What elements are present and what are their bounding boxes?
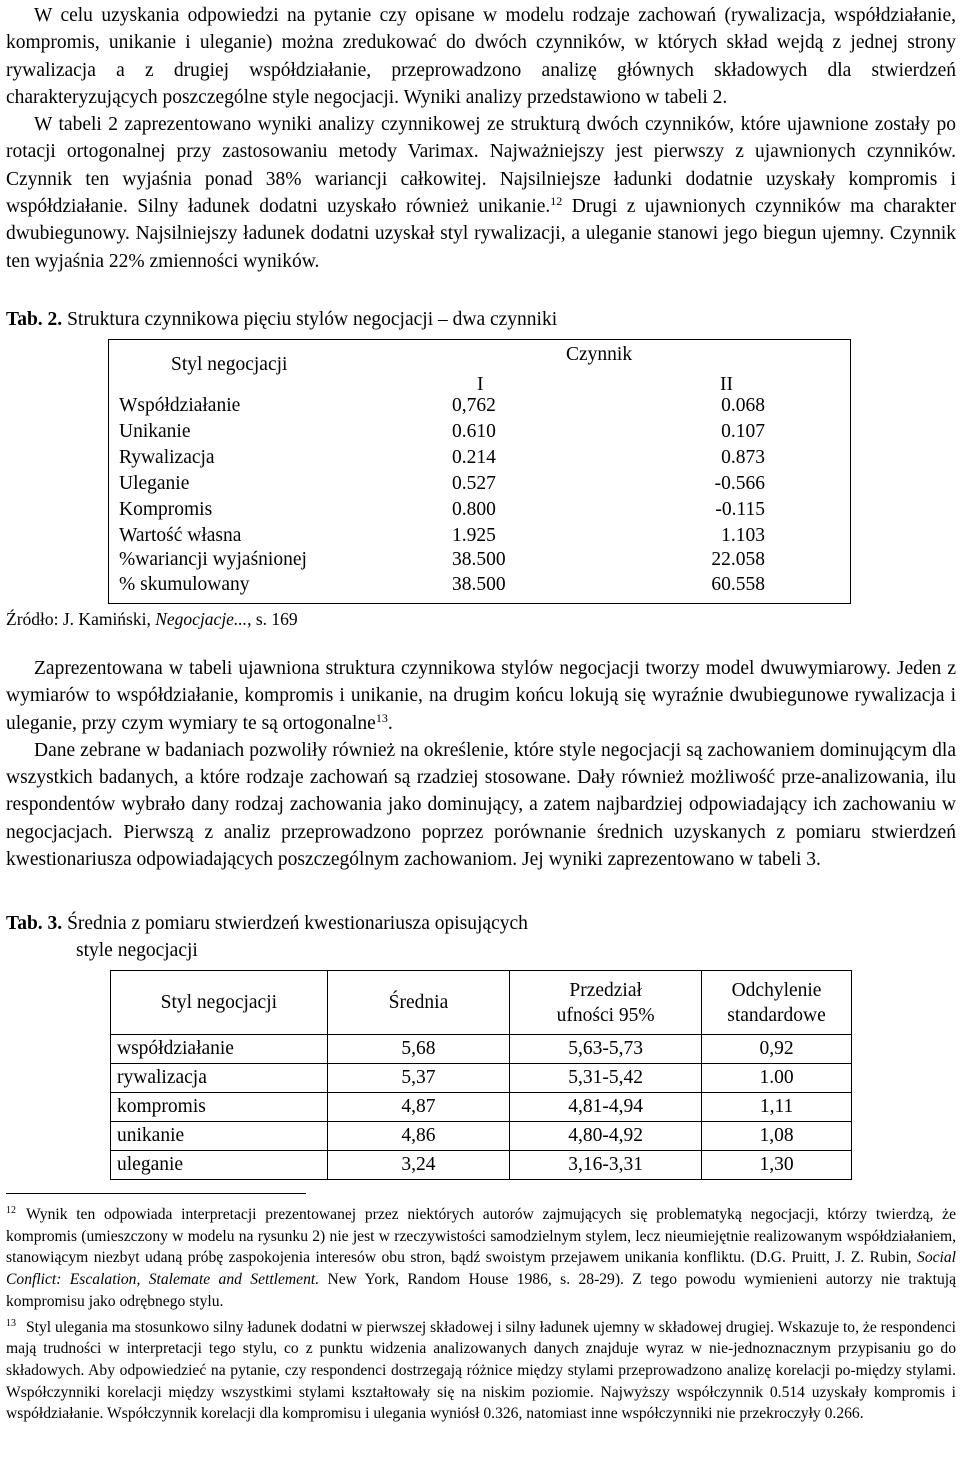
style-cell: unikanie	[111, 1122, 328, 1151]
footnote-ref-12[interactable]: 12	[550, 194, 563, 209]
factor-ii-value: 22.058	[711, 549, 765, 570]
row-label: Uleganie	[119, 473, 190, 494]
factor-i-value: 38.500	[452, 574, 506, 595]
factor-i-value: 0.527	[452, 473, 496, 494]
source-suffix: , s. 169	[247, 609, 298, 629]
factor-i-value: 0.214	[452, 447, 496, 468]
mean-cell: 5,68	[327, 1035, 510, 1064]
ci-cell: 4,80-4,92	[510, 1122, 702, 1151]
factor-ii-value: 0.873	[721, 447, 765, 468]
row-label: Rywalizacja	[119, 447, 215, 468]
intro-paragraph-1	[6, 2, 956, 111]
footnote-12-text-end: New York, Random House 1986, s. 28-29). Z tego powodu wymienieni autorzy nie traktują kompromisu jako odrębnego stylu.	[6, 1271, 956, 1310]
table3-header-ci: Przedział ufności 95%	[510, 971, 702, 1035]
footnote-12-number: 12	[6, 1205, 16, 1216]
row-label: % skumulowany	[119, 574, 250, 595]
table3-row	[111, 1151, 852, 1180]
mean-cell: 5,37	[327, 1064, 510, 1093]
row-label: Wartość własna	[119, 525, 242, 546]
table3-caption-text: Średnia z pomiaru stwierdzeń kwestionariusza opisujących	[62, 913, 528, 934]
factor-ii-value: -0.115	[715, 499, 765, 520]
table3-row	[111, 1035, 852, 1064]
intro-paragraph-2	[6, 111, 956, 275]
intro-paragraph-1-text: W celu uzyskania odpowiedzi na pytanie czy opisane w modelu rodzaje zachowań (rywalizacja, współdziałanie, kompromis, unikanie i uleganie) można zredukować do dwóch czynników, w których skład wejdą z jednej strony rywalizacja a z drugiej współdziałanie, przeprowadzono analizę głównych składowych dla stwierdzeń charakteryzujących poszczególne style negocjacji. Wyniki analizy przedstawiono w tabeli 2.	[6, 5, 956, 108]
table2-source	[6, 606, 298, 633]
intro-paragraph-2-text: W tabeli 2 zaprezentowano wyniki analizy czynnikowej ze strukturą dwóch czynników, które ujawnione zostały po rotacji ortogonalnej przy zastosowaniu metody Varimax. Najważniejszy jest pierwszy z ujawnionych czynników. Czynnik ten wyjaśnia ponad 38% wariancji całkowitej. Najsilniejsze ładunki dodatnie uzyskały kompromis i współdziałanie. Silny ładunek dodatni uzyskało również unikanie.	[6, 114, 956, 218]
table2-header-style: Styl negocjacji	[171, 354, 288, 375]
factor-i-value: 0.800	[452, 499, 496, 520]
source-title: Negocjacje...	[155, 609, 248, 629]
table2-row	[119, 525, 839, 551]
footnote-ref-13[interactable]: 13	[375, 710, 388, 725]
table3	[110, 970, 852, 1180]
row-label: %wariancji wyjaśnionej	[119, 549, 307, 570]
footnote-13-text: Styl ulegania ma stosunkowo silny ładunek dodatni w pierwszej składowej i silny ładunek ujemny w składowej drugiej. Wskazuje to, że respondenci mają trudności w interpretacji tego stylu, co z punktu widzenia analizowanych danych znajduje wyraz w nie-jednoznacznym przypisaniu go do składowych. Aby odpowiedzieć na pytanie, czy respondenci dostrzegają różnice między stylami przeprowadzono analizę korelacji po-między stylami. Współczynniki korelacji między wszystkimi stylami kształtowały się na niskim poziomie. Najwyższy współczynnik 0.514 uzyskały kompromis i współdziałanie. Współczynnik korelacji dla kompromisu i ulegania wyniósł 0.326, natomiast inne współczynniki nie przekroczyły 0.266.	[6, 1318, 956, 1423]
table2-row	[119, 549, 839, 575]
footnote-13	[6, 1313, 956, 1426]
table3-header-row	[111, 971, 852, 1035]
table3-row	[111, 1093, 852, 1122]
table3-caption-line1	[6, 910, 528, 937]
table3-row	[111, 1122, 852, 1151]
table2-caption	[6, 306, 557, 333]
table2-header-i: I	[477, 374, 484, 395]
ci-cell: 3,16-3,31	[510, 1151, 702, 1180]
table2-header-factor: Czynnik	[566, 344, 633, 365]
ci-cell: 5,31-5,42	[510, 1064, 702, 1093]
factor-i-value: 38.500	[452, 549, 506, 570]
table3-caption	[6, 910, 528, 964]
table2-caption-label: Tab. 2.	[6, 309, 63, 330]
table2-header-ii: II	[720, 374, 733, 395]
intro-section	[6, 2, 956, 275]
mean-cell: 4,86	[327, 1122, 510, 1151]
footnote-12-text: Wynik ten odpowiada interpretacji prezentowanej przez niektórych autorów zajmujących się problematyką negocjacji, którzy twierdzą, że kompromis (umieszczony w modelu na rysunku 2) nie jest w rzeczywistości samodzielnym stylem, lecz nieumiejętnie realizowanym współdziałaniem, stanowiącym niezbyt udaną próbę zaspokojenia interesów obu stron, bądź swoistym przejawem unikania konfliktu. (D.G. Pruitt, J. Z. Rubin,	[6, 1206, 956, 1267]
style-cell: współdziałanie	[111, 1035, 328, 1064]
middle-paragraph-2-text: Dane zebrane w badaniach pozwoliły również na określenie, które style negocjacji są zachowaniem dominującym dla wszystkich badanych, a które rodzaje zachowań są rzadziej stosowane. Dały również możliwość prze-analizowania, ilu respondentów wybrało dany rodzaj zachowania jako dominujący, a zatem najbardziej odpowiadający ich zachowaniu w negocjacjach. Pierwszą z analiz przeprowadzono poprzez porównanie średnich uzyskanych z pomiaru stwierdzeń kwestionariusza odpowiadających poszczególnym zachowaniom. Jej wyniki zaprezentowano w tabeli 3.	[6, 739, 956, 871]
middle-paragraph-2	[6, 737, 956, 873]
sd-cell: 1,11	[702, 1093, 852, 1122]
table2-row	[119, 473, 839, 499]
style-cell: kompromis	[111, 1093, 328, 1122]
table2-row	[119, 574, 839, 600]
mean-cell: 4,87	[327, 1093, 510, 1122]
middle-paragraph-1-end: .	[387, 712, 393, 734]
table3-header-style: Styl negocjacji	[111, 971, 328, 1035]
style-cell: uleganie	[111, 1151, 328, 1180]
factor-ii-value: 60.558	[711, 574, 765, 595]
footnote-separator	[6, 1193, 306, 1194]
row-label: Kompromis	[119, 499, 213, 520]
footnotes	[6, 1200, 956, 1425]
sd-cell: 0,92	[702, 1035, 852, 1064]
table3-header-sd: Odchylenie standardowe	[702, 971, 852, 1035]
mean-cell: 3,24	[327, 1151, 510, 1180]
footnote-12	[6, 1200, 956, 1313]
sd-cell: 1,30	[702, 1151, 852, 1180]
table3-row	[111, 1064, 852, 1093]
ci-cell: 5,63-5,73	[510, 1035, 702, 1064]
source-prefix: Źródło: J. Kamiński,	[6, 609, 156, 629]
factor-ii-value: 0.068	[721, 395, 765, 416]
table3-header-mean: Średnia	[327, 971, 510, 1035]
table3-caption-label: Tab. 3.	[6, 913, 63, 934]
factor-ii-value: 0.107	[721, 421, 765, 442]
style-cell: rywalizacja	[111, 1064, 328, 1093]
middle-section	[6, 655, 956, 873]
footnote-12-title: Social Conflict: Escalation, Stalemate and Settlement.	[6, 1249, 956, 1289]
table3-caption-line2: style negocjacji	[76, 940, 198, 961]
factor-i-value: 0.610	[452, 421, 496, 442]
sd-cell: 1,08	[702, 1122, 852, 1151]
row-label: Współdziałanie	[119, 395, 241, 416]
ci-cell: 4,81-4,94	[510, 1093, 702, 1122]
row-label: Unikanie	[119, 421, 191, 442]
intro-paragraph-2-tail: Drugi z ujawnionych czynników ma charakter dwubiegunowy. Najsilniejszy ładunek dodatni uzyskał styl rywalizacji, a uleganie stanowi jego biegun ujemny. Czynnik ten wyjaśnia 22% zmienności wyników.	[6, 196, 956, 272]
table2-row	[119, 395, 839, 421]
factor-ii-value: 1.103	[721, 525, 765, 546]
footnote-13-number: 13	[6, 1317, 16, 1329]
sd-cell: 1.00	[702, 1064, 852, 1093]
table2-row	[119, 447, 839, 473]
middle-paragraph-1-text: Zaprezentowana w tabeli ujawniona struktura czynnikowa stylów negocjacji tworzy model dwuwymiarowy. Jeden z wymiarów to współdziałanie, kompromis i unikanie, na drugim końcu lokują się wyraźnie dwubiegunowe rywalizacja i uleganie, przy czym wymiary te są ortogonalne	[6, 658, 956, 734]
table2	[108, 339, 851, 604]
table2-caption-text: Struktura czynnikowa pięciu stylów negocjacji – dwa czynniki	[62, 309, 558, 330]
factor-i-value: 0,762	[452, 395, 496, 416]
factor-i-value: 1.925	[452, 525, 496, 546]
table2-row	[119, 421, 839, 447]
middle-paragraph-1	[6, 655, 956, 737]
factor-ii-value: -0.566	[714, 473, 765, 494]
table2-row	[119, 499, 839, 525]
